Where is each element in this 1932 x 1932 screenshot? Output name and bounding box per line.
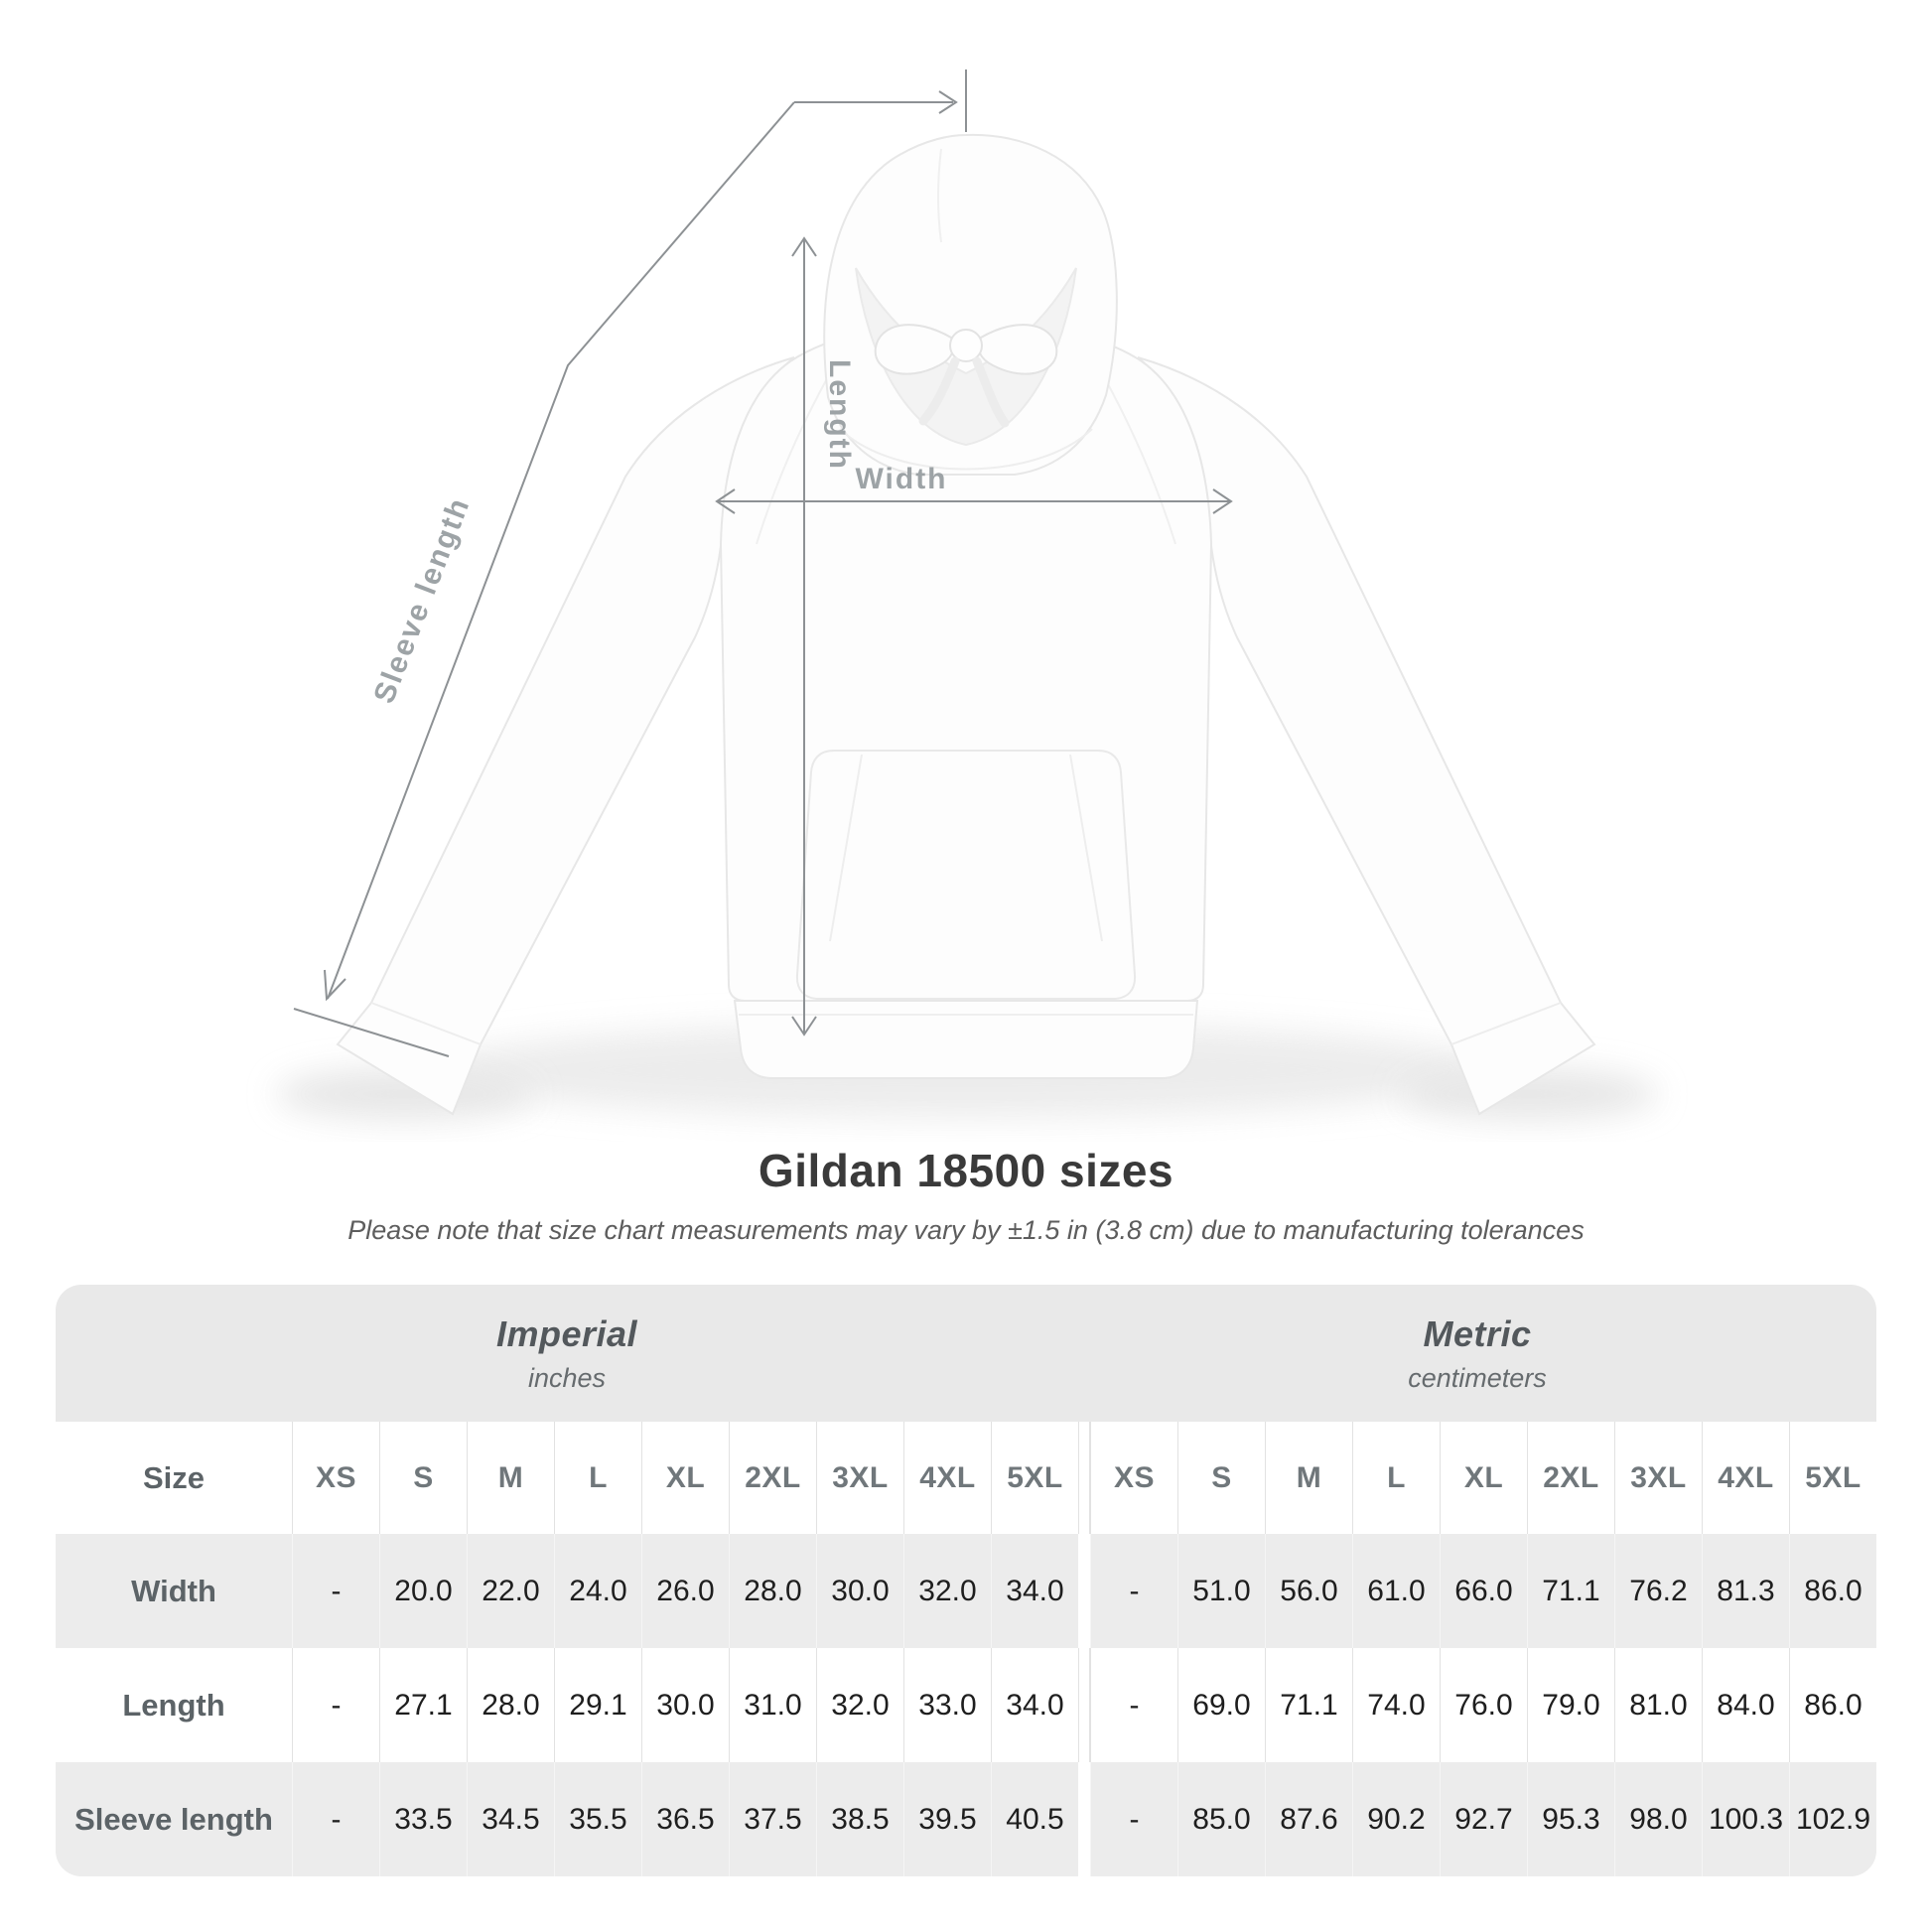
- sleeve-metric-2xl: 95.3: [1527, 1762, 1614, 1876]
- size-header-metric-xl: XL: [1440, 1422, 1527, 1534]
- length-label: Length: [823, 359, 856, 471]
- size-header-imperial-2xl: 2XL: [729, 1422, 816, 1534]
- width-metric-xl: 66.0: [1440, 1534, 1527, 1648]
- section-divider: [1078, 1534, 1090, 1648]
- length-metric-s: 69.0: [1177, 1648, 1265, 1762]
- sleeve-metric-s: 85.0: [1177, 1762, 1265, 1876]
- width-imperial-xs: -: [292, 1534, 379, 1648]
- length-imperial-4xl: 33.0: [903, 1648, 991, 1762]
- row-label-length: Length: [56, 1648, 292, 1762]
- size-header-metric-4xl: 4XL: [1702, 1422, 1789, 1534]
- length-imperial-l: 29.1: [554, 1648, 641, 1762]
- imperial-label: Imperial: [495, 1312, 638, 1354]
- size-table: [56, 1285, 1876, 1876]
- sleeve-metric-3xl: 98.0: [1614, 1762, 1702, 1876]
- section-divider: [1078, 1422, 1090, 1534]
- width-imperial-xl: 26.0: [641, 1534, 729, 1648]
- width-metric-4xl: 81.3: [1702, 1534, 1789, 1648]
- length-metric-2xl: 79.0: [1527, 1648, 1614, 1762]
- size-header-imperial-l: L: [554, 1422, 641, 1534]
- imperial-group-header: [56, 1285, 1078, 1422]
- size-header-imperial-4xl: 4XL: [903, 1422, 991, 1534]
- width-metric-5xl: 86.0: [1789, 1534, 1876, 1648]
- sleeve-imperial-l: 35.5: [554, 1762, 641, 1876]
- sleeve-imperial-2xl: 37.5: [729, 1762, 816, 1876]
- sleeve-metric-xl: 92.7: [1440, 1762, 1527, 1876]
- size-header-metric-xs: XS: [1090, 1422, 1177, 1534]
- size-column-header: Size: [56, 1422, 292, 1534]
- length-metric-xl: 76.0: [1440, 1648, 1527, 1762]
- length-imperial-m: 28.0: [467, 1648, 554, 1762]
- row-label-sleeve-length: Sleeve length: [56, 1762, 292, 1876]
- kangaroo-pocket: [797, 751, 1135, 999]
- sleeve-metric-l: 90.2: [1352, 1762, 1440, 1876]
- sleeve-length-label: Sleeve length: [367, 492, 477, 708]
- width-metric-xs: -: [1090, 1534, 1177, 1648]
- size-header-metric-2xl: 2XL: [1527, 1422, 1614, 1534]
- page-title: Gildan 18500 sizes: [758, 1145, 1174, 1196]
- hoodie-illustration: [338, 135, 1594, 1114]
- width-imperial-3xl: 30.0: [816, 1534, 903, 1648]
- size-header-imperial-xs: XS: [292, 1422, 379, 1534]
- length-imperial-xs: -: [292, 1648, 379, 1762]
- width-imperial-5xl: 34.0: [991, 1534, 1078, 1648]
- width-imperial-m: 22.0: [467, 1534, 554, 1648]
- length-metric-3xl: 81.0: [1614, 1648, 1702, 1762]
- row-label-width: Width: [56, 1534, 292, 1648]
- width-imperial-l: 24.0: [554, 1534, 641, 1648]
- size-header-imperial-m: M: [467, 1422, 554, 1534]
- size-header-metric-3xl: 3XL: [1614, 1422, 1702, 1534]
- width-metric-s: 51.0: [1177, 1534, 1265, 1648]
- length-imperial-3xl: 32.0: [816, 1648, 903, 1762]
- metric-group-header: [1078, 1285, 1876, 1422]
- sleeve-imperial-4xl: 39.5: [903, 1762, 991, 1876]
- size-header-imperial-s: S: [379, 1422, 467, 1534]
- sleeve-metric-xs: -: [1090, 1762, 1177, 1876]
- width-metric-l: 61.0: [1352, 1534, 1440, 1648]
- sleeve-imperial-5xl: 40.5: [991, 1762, 1078, 1876]
- sleeve-imperial-s: 33.5: [379, 1762, 467, 1876]
- sleeve-imperial-xl: 36.5: [641, 1762, 729, 1876]
- width-metric-3xl: 76.2: [1614, 1534, 1702, 1648]
- bow-knot: [950, 330, 982, 361]
- length-metric-4xl: 84.0: [1702, 1648, 1789, 1762]
- length-metric-m: 71.1: [1265, 1648, 1352, 1762]
- section-divider: [1078, 1762, 1090, 1876]
- sleeve-metric-m: 87.6: [1265, 1762, 1352, 1876]
- width-metric-2xl: 71.1: [1527, 1534, 1614, 1648]
- size-header-metric-5xl: 5XL: [1789, 1422, 1876, 1534]
- length-imperial-xl: 30.0: [641, 1648, 729, 1762]
- size-header-imperial-3xl: 3XL: [816, 1422, 903, 1534]
- length-imperial-2xl: 31.0: [729, 1648, 816, 1762]
- sleeve-arrowhead-bottom: [325, 970, 345, 999]
- sleeve-imperial-3xl: 38.5: [816, 1762, 903, 1876]
- size-header-imperial-5xl: 5XL: [991, 1422, 1078, 1534]
- sleeve-imperial-m: 34.5: [467, 1762, 554, 1876]
- length-imperial-5xl: 34.0: [991, 1648, 1078, 1762]
- length-metric-l: 74.0: [1352, 1648, 1440, 1762]
- section-divider: [1078, 1648, 1090, 1762]
- length-imperial-s: 27.1: [379, 1648, 467, 1762]
- length-metric-xs: -: [1090, 1648, 1177, 1762]
- sleeve-metric-4xl: 100.3: [1702, 1762, 1789, 1876]
- chart-header: [0, 1144, 1932, 1246]
- size-header-imperial-xl: XL: [641, 1422, 729, 1534]
- width-imperial-2xl: 28.0: [729, 1534, 816, 1648]
- metric-label: Metric: [1423, 1312, 1532, 1354]
- sleeve-imperial-xs: -: [292, 1762, 379, 1876]
- imperial-unit: inches: [527, 1362, 607, 1393]
- width-imperial-4xl: 32.0: [903, 1534, 991, 1648]
- width-metric-m: 56.0: [1265, 1534, 1352, 1648]
- width-label: Width: [855, 463, 948, 495]
- metric-unit: centimeters: [1408, 1362, 1547, 1393]
- tolerance-note: Please note that size chart measurements may vary by ±1.5 in (3.8 cm) due to manufacturing tolerances: [347, 1215, 1585, 1245]
- width-imperial-s: 20.0: [379, 1534, 467, 1648]
- size-header-metric-s: S: [1177, 1422, 1265, 1534]
- size-header-metric-l: L: [1352, 1422, 1440, 1534]
- sleeve-metric-5xl: 102.9: [1789, 1762, 1876, 1876]
- length-metric-5xl: 86.0: [1789, 1648, 1876, 1762]
- size-header-metric-m: M: [1265, 1422, 1352, 1534]
